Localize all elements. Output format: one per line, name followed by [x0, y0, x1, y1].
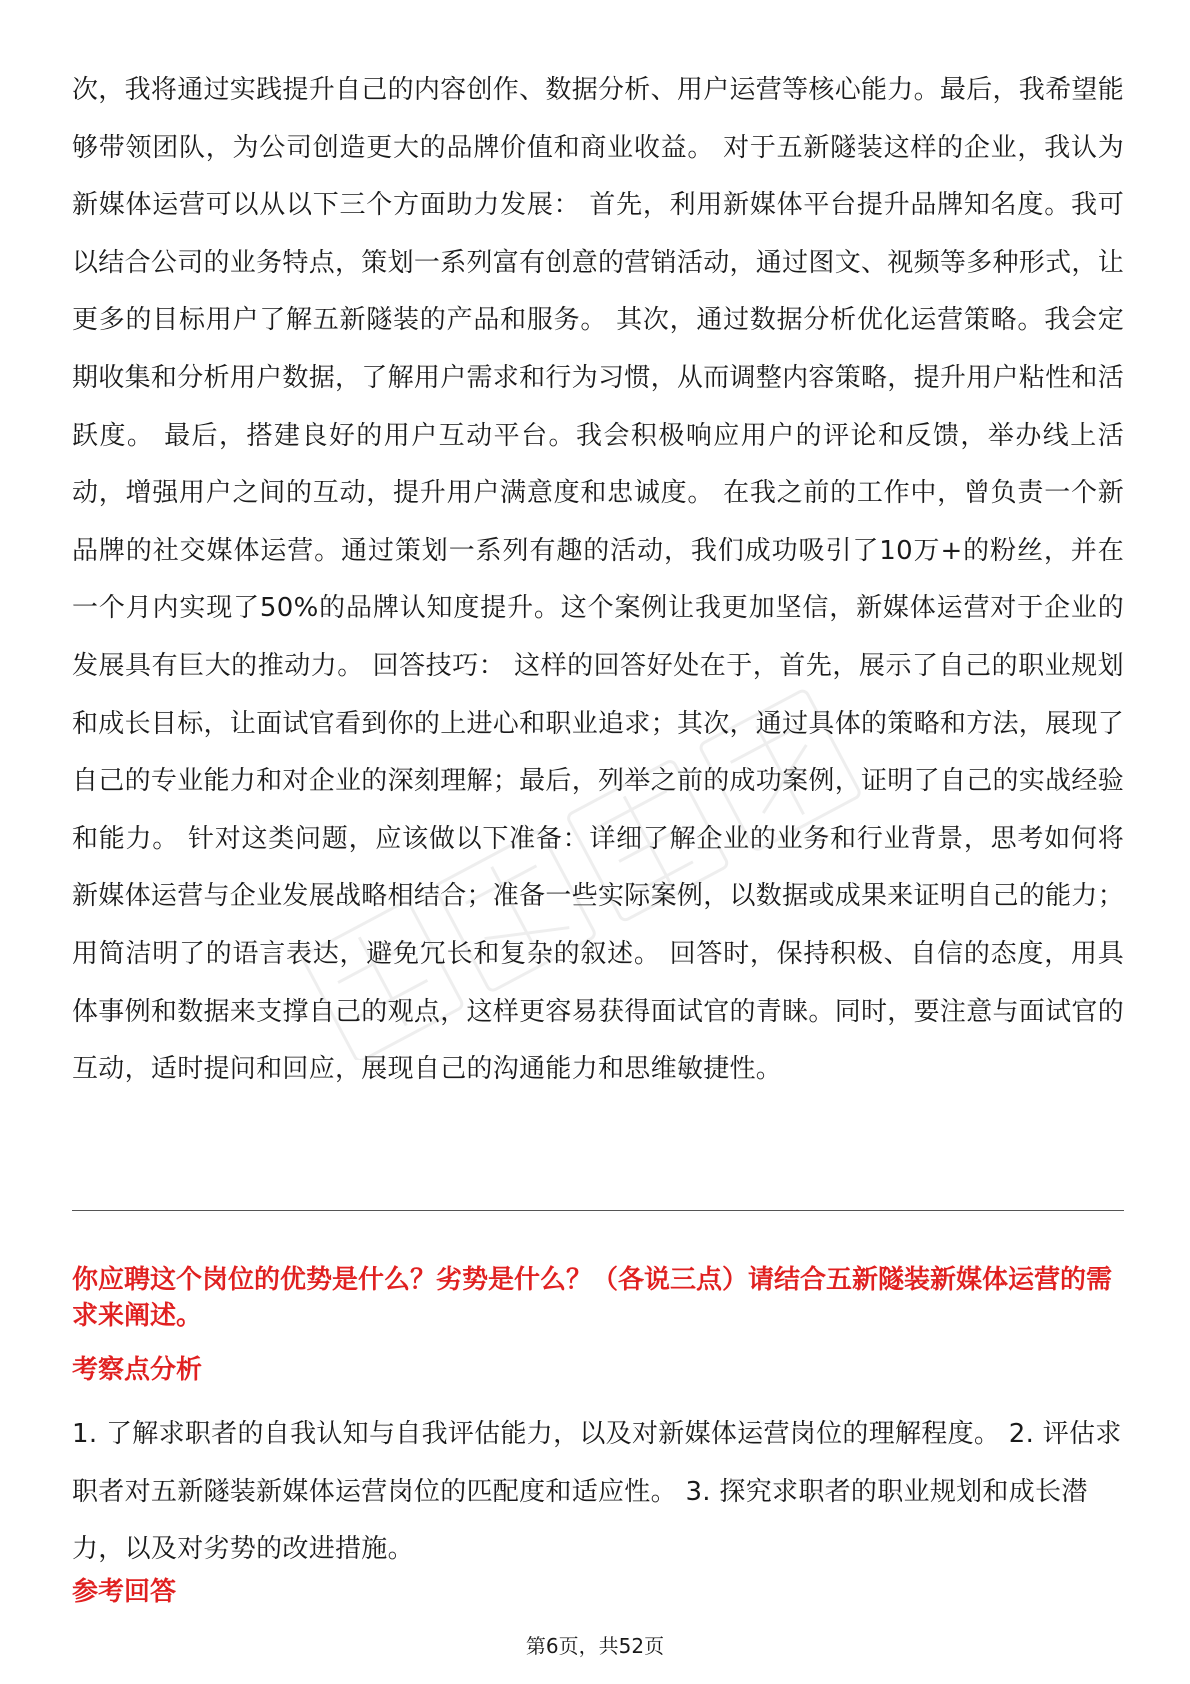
analysis-heading: 考察点分析	[72, 1355, 203, 1385]
main-content	[72, 62, 1124, 1099]
analysis-text: 1. 了解求职者的自我认知与自我评估能力，以及对新媒体运营岗位的理解程度。 2. 评估求职者对五新隧装新媒体运营岗位的匹配度和适应性。 3. 探究求职者的职业规划和成长潜力，以及对劣势的改进措施。	[72, 1419, 1122, 1565]
body-paragraph: 次，我将通过实践提升自己的内容创作、数据分析、用户运营等核心能力。最后，我希望能够带领团队，为公司创造更大的品牌价值和商业收益。 对于五新隧装这样的企业，我认为新媒体运营可以从以下三个方面助力发展： 首先，利用新媒体平台提升品牌知名度。我可以结合公司的业务特点，策划一系列富有创意的营销活动，通过图文、视频等多种形式，让更多的目标用户了解五新隧装的产品和服务。 其次，通过数据分析优化运营策略。我会定期收集和分析用户数据，了解用户需求和行为习惯，从而调整内容策略，提升用户粘性和活跃度。 最后，搭建良好的用户互动平台。我会积极响应用户的评论和反馈，举办线上活动，增强用户之间的互动，提升用户满意度和忠诚度。 在我之前的工作中，曾负责一个新品牌的社交媒体运营。通过策划一系列有趣的活动，我们成功吸引了10万+的粉丝，并在一个月内实现了50%的品牌认知度提升。这个案例让我更加坚信，新媒体运营对于企业的发展具有巨大的推动力。 回答技巧： 这样的回答好处在于，首先，展示了自己的职业规划和成长目标，让面试官看到你的上进心和职业追求；其次，通过具体的策略和方法，展现了自己的专业能力和对企业的深刻理解；最后，列举之前的成功案例，证明了自己的实战经验和能力。 针对这类问题，应该做以下准备：详细了解企业的业务和行业背景，思考如何将新媒体运营与企业发展战略相结合；准备一些实际案例，以数据或成果来证明自己的能力；用简洁明了的语言表达，避免冗长和复杂的叙述。 回答时，保持积极、自信的态度，用具体事例和数据来支撑自己的观点，这样更容易获得面试官的青睐。同时，要注意与面试官的互动，适时提问和回应，展现自己的沟通能力和思维敏捷性。	[72, 75, 1125, 1085]
page-footer: 第6页，共52页	[525, 1634, 665, 1658]
interview-question: 你应聘这个岗位的优势是什么？劣势是什么？（各说三点）请结合五新隧装新媒体运营的需求来阐述。	[72, 1265, 1113, 1331]
reference-answer-heading: 参考回答	[72, 1577, 177, 1607]
section-divider	[72, 1210, 1124, 1211]
